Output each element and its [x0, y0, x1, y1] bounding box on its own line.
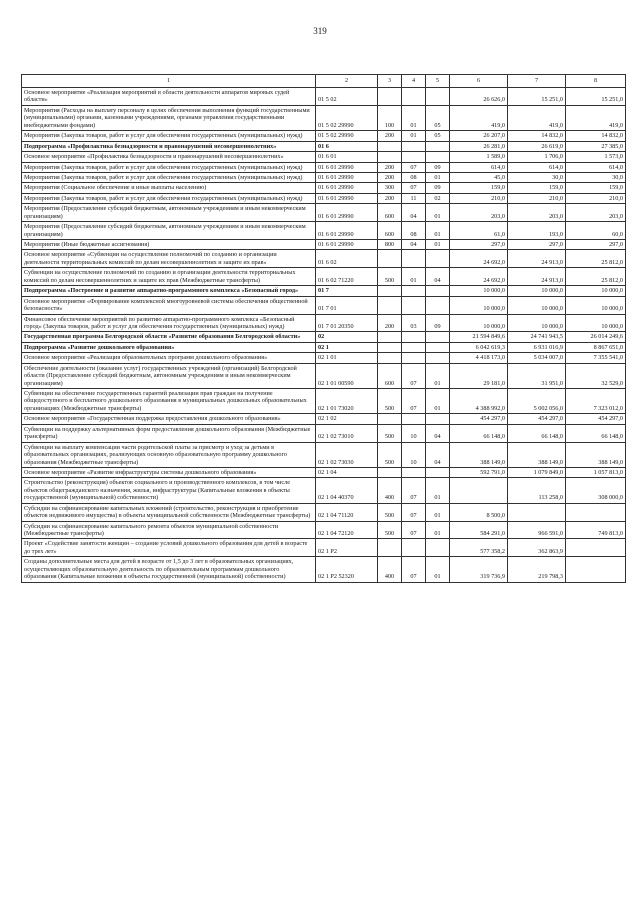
- row-section-cell: 01: [402, 131, 426, 141]
- row-subsection-cell: [426, 250, 450, 268]
- row-value-3-cell: 308 000,0: [566, 478, 626, 503]
- row-type-cell: 600: [378, 363, 402, 388]
- row-value-1-cell: 203,0: [450, 204, 508, 222]
- row-code-cell: 02 1 04: [316, 467, 378, 477]
- table-header-row: [22, 75, 626, 88]
- row-code-cell: 02 1 Р2 52320: [316, 557, 378, 582]
- row-name-cell: Субсидии на софинансирование капитального ремонта объектов муниципальной собственности (Межбюджетные трансферты): [22, 521, 316, 539]
- row-value-1-cell: 45,0: [450, 172, 508, 182]
- row-value-2-cell: 5 002 056,0: [508, 389, 566, 414]
- row-subsection-cell: 05: [426, 105, 450, 130]
- row-subsection-cell: [426, 467, 450, 477]
- row-value-1-cell: 419,0: [450, 105, 508, 130]
- table-row: [22, 141, 626, 151]
- row-value-2-cell: 193,0: [508, 222, 566, 240]
- row-value-1-cell: 159,0: [450, 183, 508, 193]
- header-col-6: 6: [450, 75, 508, 88]
- row-code-cell: 01 6: [316, 141, 378, 151]
- row-type-cell: [378, 353, 402, 363]
- row-name-cell: Мероприятия (Предоставление субсидий бюджетным, автономным учреждениям и иным некоммерческим организациям): [22, 222, 316, 240]
- header-col-5: 5: [426, 75, 450, 88]
- row-type-cell: [378, 342, 402, 352]
- row-subsection-cell: 01: [426, 521, 450, 539]
- row-subsection-cell: 05: [426, 131, 450, 141]
- table-row: [22, 162, 626, 172]
- table-row: [22, 539, 626, 557]
- table-row: [22, 296, 626, 314]
- table-row: [22, 193, 626, 203]
- row-name-cell: Мероприятия (Закупка товаров, работ и услуг для обеспечения государственных (муниципальных) нужд): [22, 193, 316, 203]
- row-code-cell: 01 5 02 29990: [316, 131, 378, 141]
- row-subsection-cell: 01: [426, 172, 450, 182]
- row-name-cell: Обеспечение деятельности (оказание услуг) государственных учреждений (организаций) Белгородской области (Предоставление субсидий бюджетным, автономным учреждениям и иным некоммерческим организациям): [22, 363, 316, 388]
- row-code-cell: 01 6 02 71220: [316, 268, 378, 286]
- row-type-cell: 500: [378, 503, 402, 521]
- row-code-cell: 02 1 01: [316, 353, 378, 363]
- row-value-3-cell: 30,0: [566, 172, 626, 182]
- row-value-1-cell: 10 000,0: [450, 296, 508, 314]
- row-type-cell: 500: [378, 424, 402, 442]
- row-value-2-cell: 388 149,0: [508, 442, 566, 467]
- row-section-cell: [402, 141, 426, 151]
- row-type-cell: [378, 286, 402, 296]
- row-code-cell: 02 1 02: [316, 414, 378, 424]
- row-value-3-cell: 15 251,0: [566, 88, 626, 106]
- row-subsection-cell: 01: [426, 557, 450, 582]
- row-subsection-cell: [426, 332, 450, 342]
- row-value-2-cell: 203,0: [508, 204, 566, 222]
- row-section-cell: 07: [402, 557, 426, 582]
- row-value-1-cell: 26 207,0: [450, 131, 508, 141]
- table-row: [22, 268, 626, 286]
- row-type-cell: [378, 141, 402, 151]
- row-value-2-cell: 966 591,0: [508, 521, 566, 539]
- row-value-1-cell: 577 358,2: [450, 539, 508, 557]
- row-section-cell: 01: [402, 268, 426, 286]
- row-subsection-cell: 01: [426, 363, 450, 388]
- row-value-3-cell: 297,0: [566, 240, 626, 250]
- row-name-cell: Мероприятия (Закупка товаров, работ и услуг для обеспечения государственных (муниципальных) нужд): [22, 131, 316, 141]
- row-type-cell: [378, 332, 402, 342]
- row-value-3-cell: 66 148,0: [566, 424, 626, 442]
- row-type-cell: 600: [378, 222, 402, 240]
- row-value-3-cell: 7 323 012,0: [566, 389, 626, 414]
- table-row: [22, 88, 626, 106]
- row-section-cell: 07: [402, 521, 426, 539]
- row-type-cell: 200: [378, 172, 402, 182]
- row-code-cell: 01 6 01 29990: [316, 183, 378, 193]
- table-row: [22, 240, 626, 250]
- row-name-cell: Субвенции на поддержку альтернативных форм предоставления дошкольного образования (Межбюджетные трансферты): [22, 424, 316, 442]
- table-row: [22, 389, 626, 414]
- row-subsection-cell: [426, 539, 450, 557]
- row-value-1-cell: 66 148,0: [450, 424, 508, 442]
- row-type-cell: [378, 414, 402, 424]
- row-value-3-cell: 203,0: [566, 204, 626, 222]
- row-value-1-cell: 210,0: [450, 193, 508, 203]
- row-value-3-cell: 25 812,0: [566, 268, 626, 286]
- row-value-1-cell: 8 500,0: [450, 503, 508, 521]
- row-type-cell: 200: [378, 314, 402, 332]
- row-value-2-cell: 15 251,0: [508, 88, 566, 106]
- row-section-cell: [402, 286, 426, 296]
- row-subsection-cell: 01: [426, 389, 450, 414]
- table-row: [22, 222, 626, 240]
- row-value-1-cell: 297,0: [450, 240, 508, 250]
- row-code-cell: 01 5 02: [316, 88, 378, 106]
- row-value-1-cell: 388 149,0: [450, 442, 508, 467]
- row-value-2-cell: 26 619,0: [508, 141, 566, 151]
- row-name-cell: Мероприятия (Социальное обеспечение и иные выплаты населению): [22, 183, 316, 193]
- row-name-cell: Проект «Содействие занятости женщин – создание условий дошкольного образования для детей в возрасте до трех лет»: [22, 539, 316, 557]
- row-section-cell: 07: [402, 503, 426, 521]
- row-value-1-cell: 26 281,0: [450, 141, 508, 151]
- table-row: [22, 414, 626, 424]
- row-value-2-cell: 24 913,0: [508, 268, 566, 286]
- table-row: [22, 478, 626, 503]
- row-value-2-cell: [508, 503, 566, 521]
- row-name-cell: Мероприятия (Расходы на выплату персоналу в целях обеспечения выполнения функций государственными (муниципальными) органами, казенными учреждениями, органами управления государственными внебюджетными фондами): [22, 105, 316, 130]
- header-col-2: 2: [316, 75, 378, 88]
- table-row: [22, 353, 626, 363]
- row-subsection-cell: 04: [426, 442, 450, 467]
- table-row: [22, 521, 626, 539]
- row-subsection-cell: 01: [426, 222, 450, 240]
- row-name-cell: Основное мероприятие «Субвенции на осуществление полномочий по созданию и организации деятельности территориальных комиссий по делам несовершеннолетних и защите их прав»: [22, 250, 316, 268]
- row-section-cell: 01: [402, 105, 426, 130]
- table-row: [22, 152, 626, 162]
- row-code-cell: 01 7: [316, 286, 378, 296]
- header-col-1: 1: [22, 75, 316, 88]
- row-code-cell: 02 1 01 73020: [316, 389, 378, 414]
- table-row: [22, 286, 626, 296]
- row-name-cell: Строительство (реконструкция) объектов социального и производственного комплексов, в том числе объектов общегражданского назначения, жилья, инфраструктуры (Капитальные вложения в объекты государственной (муниципальной) собственности): [22, 478, 316, 503]
- row-value-2-cell: 210,0: [508, 193, 566, 203]
- row-code-cell: 01 6 01 29990: [316, 193, 378, 203]
- row-subsection-cell: 09: [426, 314, 450, 332]
- row-name-cell: Мероприятия (Иные бюджетные ассигнования): [22, 240, 316, 250]
- row-code-cell: 01 6 01 29990: [316, 204, 378, 222]
- row-name-cell: Созданы дополнительные места для детей в возрасте от 1,5 до 3 лет в образовательных организациях, осуществляющих образовательную деятельность по образовательным программам дошкольного образования (Капитальные вложения в объекты государственной (муниципальной) собственности): [22, 557, 316, 582]
- row-name-cell: Подпрограмма «Профилактика безнадзорности и правонарушений несовершеннолетних»: [22, 141, 316, 151]
- header-col-3: 3: [378, 75, 402, 88]
- row-value-1-cell: 61,0: [450, 222, 508, 240]
- row-name-cell: Мероприятия (Предоставление субсидий бюджетным, автономным учреждениям и иным некоммерческим организациям): [22, 204, 316, 222]
- row-type-cell: 400: [378, 557, 402, 582]
- row-code-cell: 02 1 02 73010: [316, 424, 378, 442]
- row-section-cell: [402, 250, 426, 268]
- header-col-8: 8: [566, 75, 626, 88]
- table-row: [22, 183, 626, 193]
- table-row: [22, 363, 626, 388]
- row-subsection-cell: [426, 296, 450, 314]
- row-type-cell: 200: [378, 131, 402, 141]
- table-row: [22, 342, 626, 352]
- row-name-cell: Субвенции на обеспечение государственных гарантий реализации прав граждан на получение общедоступного и бесплатного дошкольного образования в муниципальных дошкольных образовательных организациях (Межбюджетные трансферты): [22, 389, 316, 414]
- row-subsection-cell: [426, 152, 450, 162]
- row-section-cell: [402, 414, 426, 424]
- row-value-2-cell: 6 931 016,9: [508, 342, 566, 352]
- row-value-1-cell: 454 297,0: [450, 414, 508, 424]
- table-body: [22, 88, 626, 583]
- row-subsection-cell: 04: [426, 424, 450, 442]
- row-section-cell: [402, 152, 426, 162]
- row-subsection-cell: [426, 342, 450, 352]
- row-subsection-cell: [426, 414, 450, 424]
- row-value-2-cell: 297,0: [508, 240, 566, 250]
- row-code-cell: 02 1 01 00590: [316, 363, 378, 388]
- row-value-2-cell: 24 741 943,5: [508, 332, 566, 342]
- row-value-2-cell: 31 951,0: [508, 363, 566, 388]
- row-section-cell: 08: [402, 172, 426, 182]
- row-value-1-cell: 21 594 849,6: [450, 332, 508, 342]
- row-value-3-cell: 27 385,0: [566, 141, 626, 151]
- row-value-2-cell: 5 034 007,0: [508, 353, 566, 363]
- row-value-2-cell: 419,0: [508, 105, 566, 130]
- row-value-1-cell: 592 791,0: [450, 467, 508, 477]
- row-value-2-cell: 24 913,0: [508, 250, 566, 268]
- row-value-2-cell: 1 079 849,0: [508, 467, 566, 477]
- row-type-cell: [378, 539, 402, 557]
- row-name-cell: Субвенции на выплату компенсации части родительской платы за присмотр и уход за детьми в образовательных организациях, реализующих основную образовательную программу дошкольного образования (Межбюджетные трансферты): [22, 442, 316, 467]
- row-subsection-cell: 02: [426, 193, 450, 203]
- row-value-3-cell: [566, 503, 626, 521]
- table-row: [22, 467, 626, 477]
- row-type-cell: [378, 296, 402, 314]
- table-row: [22, 424, 626, 442]
- page-number: 319: [313, 26, 327, 36]
- row-value-1-cell: 4 418 173,0: [450, 353, 508, 363]
- row-name-cell: Субсидии на софинансирование капитальных вложений (строительство, реконструкция и приобретение объектов недвижимого имущества) в объекты муниципальной собственности (Межбюджетные трансферты): [22, 503, 316, 521]
- table-row: [22, 131, 626, 141]
- row-value-1-cell: 1 589,0: [450, 152, 508, 162]
- row-section-cell: 10: [402, 424, 426, 442]
- row-type-cell: 200: [378, 162, 402, 172]
- row-section-cell: [402, 467, 426, 477]
- row-code-cell: 01 5 02 29990: [316, 105, 378, 130]
- row-value-2-cell: 219 798,3: [508, 557, 566, 582]
- row-name-cell: Основное мероприятие «Формирование комплексной многоуровневой системы обеспечения общественной безопасности»: [22, 296, 316, 314]
- row-value-1-cell: 584 291,0: [450, 521, 508, 539]
- row-name-cell: Подпрограмма «Построение и развитие аппаратно-программного комплекса «Безопасный город»: [22, 286, 316, 296]
- row-code-cell: 02 1 02 73030: [316, 442, 378, 467]
- row-subsection-cell: [426, 353, 450, 363]
- row-value-2-cell: 113 258,0: [508, 478, 566, 503]
- row-value-3-cell: [566, 557, 626, 582]
- table-row: [22, 314, 626, 332]
- row-type-cell: 100: [378, 105, 402, 130]
- row-value-2-cell: 159,0: [508, 183, 566, 193]
- row-name-cell: Основное мероприятие «Реализация образовательных программ дошкольного образования»: [22, 353, 316, 363]
- row-type-cell: 200: [378, 193, 402, 203]
- row-value-2-cell: 66 148,0: [508, 424, 566, 442]
- row-code-cell: 01 7 01: [316, 296, 378, 314]
- table-row: [22, 442, 626, 467]
- row-section-cell: 04: [402, 204, 426, 222]
- row-section-cell: 08: [402, 222, 426, 240]
- row-code-cell: 02 1: [316, 342, 378, 352]
- row-name-cell: Подпрограмма «Развитие дошкольного образования»: [22, 342, 316, 352]
- row-subsection-cell: 01: [426, 503, 450, 521]
- row-section-cell: 03: [402, 314, 426, 332]
- row-name-cell: Субвенции на осуществление полномочий по созданию и организации деятельности территориальных комиссий по делам несовершеннолетних и защите их прав (Межбюджетные трансферты): [22, 268, 316, 286]
- row-value-1-cell: 10 000,0: [450, 286, 508, 296]
- row-value-3-cell: 159,0: [566, 183, 626, 193]
- row-value-2-cell: 614,0: [508, 162, 566, 172]
- row-type-cell: [378, 467, 402, 477]
- row-section-cell: 07: [402, 162, 426, 172]
- row-value-3-cell: 1 573,0: [566, 152, 626, 162]
- row-value-3-cell: 25 812,0: [566, 250, 626, 268]
- row-value-2-cell: 10 000,0: [508, 286, 566, 296]
- row-value-2-cell: 10 000,0: [508, 314, 566, 332]
- row-section-cell: 10: [402, 442, 426, 467]
- row-section-cell: [402, 353, 426, 363]
- row-value-1-cell: 10 000,0: [450, 314, 508, 332]
- row-value-3-cell: 1 057 813,0: [566, 467, 626, 477]
- row-section-cell: 07: [402, 478, 426, 503]
- row-value-3-cell: 388 149,0: [566, 442, 626, 467]
- row-value-3-cell: 14 832,0: [566, 131, 626, 141]
- row-section-cell: 04: [402, 240, 426, 250]
- row-subsection-cell: [426, 88, 450, 106]
- row-code-cell: 02 1 Р2: [316, 539, 378, 557]
- row-value-1-cell: 6 042 619,3: [450, 342, 508, 352]
- row-value-3-cell: 8 867 651,0: [566, 342, 626, 352]
- row-value-1-cell: 319 736,9: [450, 557, 508, 582]
- row-subsection-cell: 01: [426, 204, 450, 222]
- row-value-2-cell: 362 863,9: [508, 539, 566, 557]
- row-subsection-cell: 09: [426, 162, 450, 172]
- row-value-1-cell: 26 626,0: [450, 88, 508, 106]
- row-type-cell: 500: [378, 389, 402, 414]
- row-type-cell: [378, 152, 402, 162]
- table-row: [22, 332, 626, 342]
- row-value-3-cell: 10 000,0: [566, 296, 626, 314]
- row-code-cell: 01 6 01 29990: [316, 162, 378, 172]
- table-row: [22, 250, 626, 268]
- row-value-3-cell: 454 297,0: [566, 414, 626, 424]
- row-subsection-cell: 04: [426, 268, 450, 286]
- table-row: [22, 204, 626, 222]
- row-name-cell: Мероприятия (Закупка товаров, работ и услуг для обеспечения государственных (муниципальных) нужд): [22, 172, 316, 182]
- row-value-3-cell: 749 813,0: [566, 521, 626, 539]
- row-value-1-cell: 614,0: [450, 162, 508, 172]
- row-section-cell: [402, 342, 426, 352]
- row-section-cell: [402, 296, 426, 314]
- row-type-cell: 500: [378, 268, 402, 286]
- row-value-3-cell: 10 000,0: [566, 286, 626, 296]
- row-code-cell: 01 6 01 29990: [316, 222, 378, 240]
- row-code-cell: 01 6 02: [316, 250, 378, 268]
- row-section-cell: [402, 539, 426, 557]
- row-value-3-cell: 60,0: [566, 222, 626, 240]
- row-name-cell: Финансовое обеспечение мероприятий по развитию аппаратно-программного комплекса «Безопасный город» (Закупка товаров, работ и услуг для обеспечения государственных (муниципальных) нужд): [22, 314, 316, 332]
- row-code-cell: 02: [316, 332, 378, 342]
- row-name-cell: Основное мероприятие «Реализация мероприятий в области деятельности аппаратов мировых судей области»: [22, 88, 316, 106]
- row-section-cell: 07: [402, 363, 426, 388]
- row-value-1-cell: 29 181,0: [450, 363, 508, 388]
- row-value-2-cell: 1 706,0: [508, 152, 566, 162]
- table-row: [22, 557, 626, 582]
- row-code-cell: 02 1 04 72120: [316, 521, 378, 539]
- row-section-cell: 07: [402, 183, 426, 193]
- row-section-cell: [402, 332, 426, 342]
- row-value-3-cell: 419,0: [566, 105, 626, 130]
- row-value-3-cell: 10 000,0: [566, 314, 626, 332]
- row-type-cell: 500: [378, 521, 402, 539]
- row-subsection-cell: 09: [426, 183, 450, 193]
- row-type-cell: 800: [378, 240, 402, 250]
- table-row: [22, 105, 626, 130]
- row-value-1-cell: 24 692,0: [450, 250, 508, 268]
- row-name-cell: Основное мероприятие «Государственная поддержка предоставления дошкольного образования»: [22, 414, 316, 424]
- table-row: [22, 172, 626, 182]
- row-subsection-cell: [426, 141, 450, 151]
- row-name-cell: Основное мероприятие «Профилактика безнадзорности и правонарушений несовершеннолетних»: [22, 152, 316, 162]
- row-value-3-cell: 26 014 249,6: [566, 332, 626, 342]
- row-code-cell: 02 1 04 40370: [316, 478, 378, 503]
- row-value-3-cell: 210,0: [566, 193, 626, 203]
- row-value-1-cell: [450, 478, 508, 503]
- row-type-cell: 600: [378, 204, 402, 222]
- row-value-2-cell: 10 000,0: [508, 296, 566, 314]
- budget-table: [21, 74, 626, 583]
- row-name-cell: Государственная программа Белгородской области «Развитие образования Белгородской области»: [22, 332, 316, 342]
- row-type-cell: 400: [378, 478, 402, 503]
- row-code-cell: 01 7 01 20350: [316, 314, 378, 332]
- row-subsection-cell: [426, 286, 450, 296]
- row-type-cell: 500: [378, 442, 402, 467]
- row-value-2-cell: 14 832,0: [508, 131, 566, 141]
- row-value-3-cell: 32 529,0: [566, 363, 626, 388]
- table-row: [22, 503, 626, 521]
- row-value-3-cell: 7 355 541,0: [566, 353, 626, 363]
- row-code-cell: 02 1 04 71120: [316, 503, 378, 521]
- row-code-cell: 01 6 01 29990: [316, 172, 378, 182]
- row-name-cell: Мероприятия (Закупка товаров, работ и услуг для обеспечения государственных (муниципальных) нужд): [22, 162, 316, 172]
- row-name-cell: Основное мероприятие «Развитие инфраструктуры системы дошкольного образования»: [22, 467, 316, 477]
- row-value-2-cell: 454 297,0: [508, 414, 566, 424]
- row-section-cell: [402, 88, 426, 106]
- row-subsection-cell: 01: [426, 478, 450, 503]
- row-value-3-cell: 614,0: [566, 162, 626, 172]
- row-subsection-cell: 01: [426, 240, 450, 250]
- header-col-7: 7: [508, 75, 566, 88]
- row-value-1-cell: 24 692,0: [450, 268, 508, 286]
- row-section-cell: 11: [402, 193, 426, 203]
- row-value-3-cell: [566, 539, 626, 557]
- row-type-cell: [378, 88, 402, 106]
- row-type-cell: 300: [378, 183, 402, 193]
- header-col-4: 4: [402, 75, 426, 88]
- row-type-cell: [378, 250, 402, 268]
- row-value-2-cell: 30,0: [508, 172, 566, 182]
- row-code-cell: 01 6 01 29990: [316, 240, 378, 250]
- row-section-cell: 07: [402, 389, 426, 414]
- row-value-1-cell: 4 388 992,0: [450, 389, 508, 414]
- row-code-cell: 01 6 01: [316, 152, 378, 162]
